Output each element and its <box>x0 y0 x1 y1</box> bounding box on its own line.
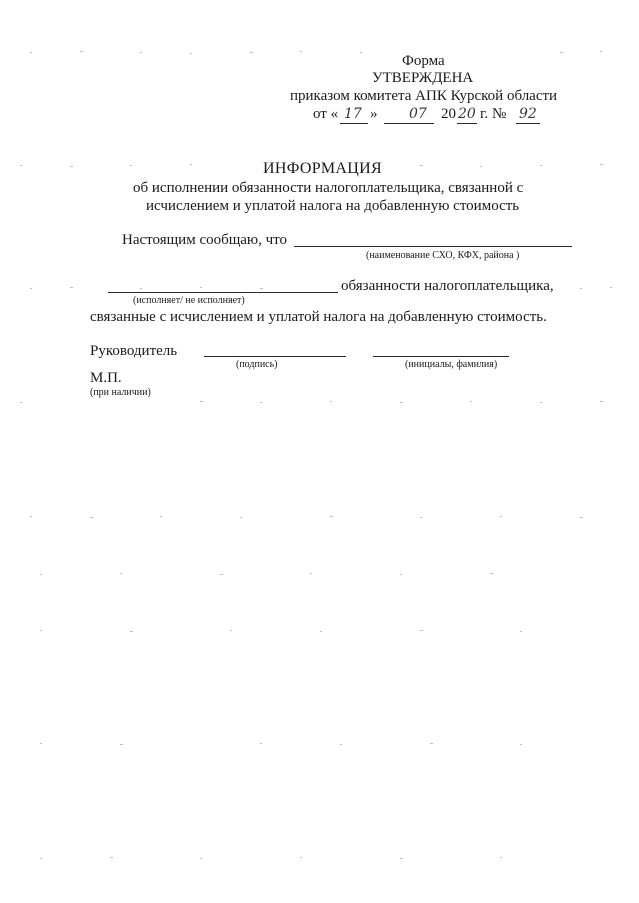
order-number: 92 <box>519 106 537 122</box>
year-unit: г. № <box>480 106 507 122</box>
report-prefix: Настоящим сообщаю, что <box>122 232 288 248</box>
name-caption: (инициалы, фамилия) <box>405 359 498 370</box>
year-suffix: 20 <box>458 106 476 122</box>
date-day-close: » <box>370 106 378 122</box>
role-label: Руководитель <box>90 343 178 359</box>
obligation-status-field[interactable] <box>108 292 338 293</box>
order-date-line <box>0 106 639 128</box>
date-month: 07 <box>409 106 427 122</box>
obligation-caption: (исполняет/ не исполняет) <box>133 295 245 306</box>
form-label: Форма <box>402 53 445 69</box>
organization-name-caption: (наименование СХО, КФХ, района ) <box>366 250 520 261</box>
title-line-1: об исполнении обязанности налогоплательщика, связанной с <box>133 180 524 196</box>
stamp-caption: (при наличии) <box>90 387 151 398</box>
stamp-label: М.П. <box>90 370 122 386</box>
year-prefix: 20 <box>441 106 456 122</box>
obligation-text: обязанности налогоплательщика, <box>341 278 554 294</box>
name-field[interactable] <box>373 356 509 357</box>
date-day: 17 <box>344 106 362 122</box>
order-text: приказом комитета АПК Курской области <box>290 88 558 104</box>
document-heading: ИНФОРМАЦИЯ <box>263 160 382 177</box>
signature-caption: (подпись) <box>236 359 278 370</box>
organization-name-field[interactable] <box>294 246 572 247</box>
signature-field[interactable] <box>204 356 346 357</box>
title-line-2: исчислением и уплатой налога на добавленную стоимость <box>146 198 520 214</box>
date-prefix: от « <box>313 106 339 122</box>
approved-label: УТВЕРЖДЕНА <box>372 70 474 86</box>
obligation-line-2: связанные с исчислением и уплатой налога на добавленную стоимость. <box>90 309 547 325</box>
